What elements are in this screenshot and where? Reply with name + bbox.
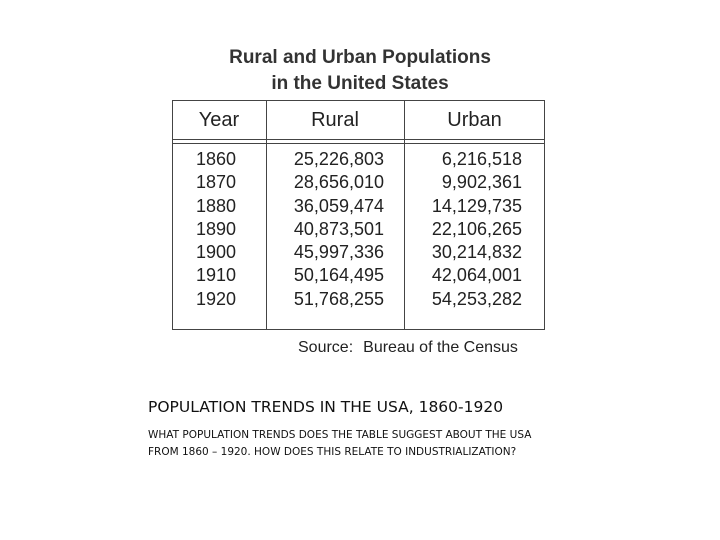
- table-row: [172, 195, 545, 218]
- table-row: [172, 241, 545, 264]
- rural-cell: 40,873,501: [293, 218, 384, 239]
- source-value: Bureau of the Census: [363, 339, 518, 356]
- urban-cell: 22,106,265: [431, 218, 522, 239]
- rural-cell: 50,164,495: [293, 265, 384, 286]
- figure-title: Rural and Urban Populations: [229, 47, 491, 68]
- year-cell: 1880: [196, 195, 237, 216]
- column-header-year: Year: [198, 109, 240, 131]
- urban-cell: 30,214,832: [431, 242, 522, 263]
- rural-cell: 25,226,803: [293, 149, 384, 169]
- slide-question: [148, 427, 618, 461]
- table-row: [172, 171, 545, 194]
- header-rule: [172, 139, 545, 140]
- rural-cell: 51,768,255: [293, 288, 384, 309]
- figure-subtitle: in the United States: [271, 73, 449, 94]
- table-row: [172, 218, 545, 241]
- table-row: [172, 288, 545, 311]
- urban-cell: 14,129,735: [431, 195, 522, 216]
- source-label: Source:: [298, 339, 354, 356]
- year-cell: 1860: [196, 149, 237, 169]
- rural-cell: 36,059,474: [293, 195, 384, 216]
- urban-cell: 6,216,518: [441, 149, 522, 169]
- rural-cell: 28,656,010: [293, 172, 384, 193]
- rural-cell: 45,997,336: [293, 242, 384, 263]
- column-header-rural: Rural: [311, 109, 359, 131]
- source-note: [298, 338, 518, 358]
- urban-cell: 42,064,001: [431, 265, 522, 286]
- urban-cell: 54,253,282: [431, 288, 522, 309]
- table-row: [172, 264, 545, 287]
- slide-heading: POPULATION TRENDS IN THE USA, 1860-1920: [148, 398, 504, 416]
- year-cell: 1890: [196, 218, 237, 239]
- year-cell: 1910: [196, 265, 237, 286]
- table-row: [172, 148, 545, 171]
- question-line: WHAT POPULATION TRENDS DOES THE TABLE SUGGEST ABOUT THE USA: [148, 429, 532, 441]
- column-header-urban: Urban: [447, 109, 502, 131]
- year-cell: 1920: [196, 288, 237, 309]
- urban-cell: 9,902,361: [441, 172, 522, 193]
- year-cell: 1900: [196, 242, 237, 263]
- header-rule: [172, 143, 545, 144]
- table-body: [172, 148, 545, 311]
- year-cell: 1870: [196, 172, 237, 193]
- question-line: FROM 1860 – 1920. HOW DOES THIS RELATE TO INDUSTRIALIZATION?: [148, 446, 517, 458]
